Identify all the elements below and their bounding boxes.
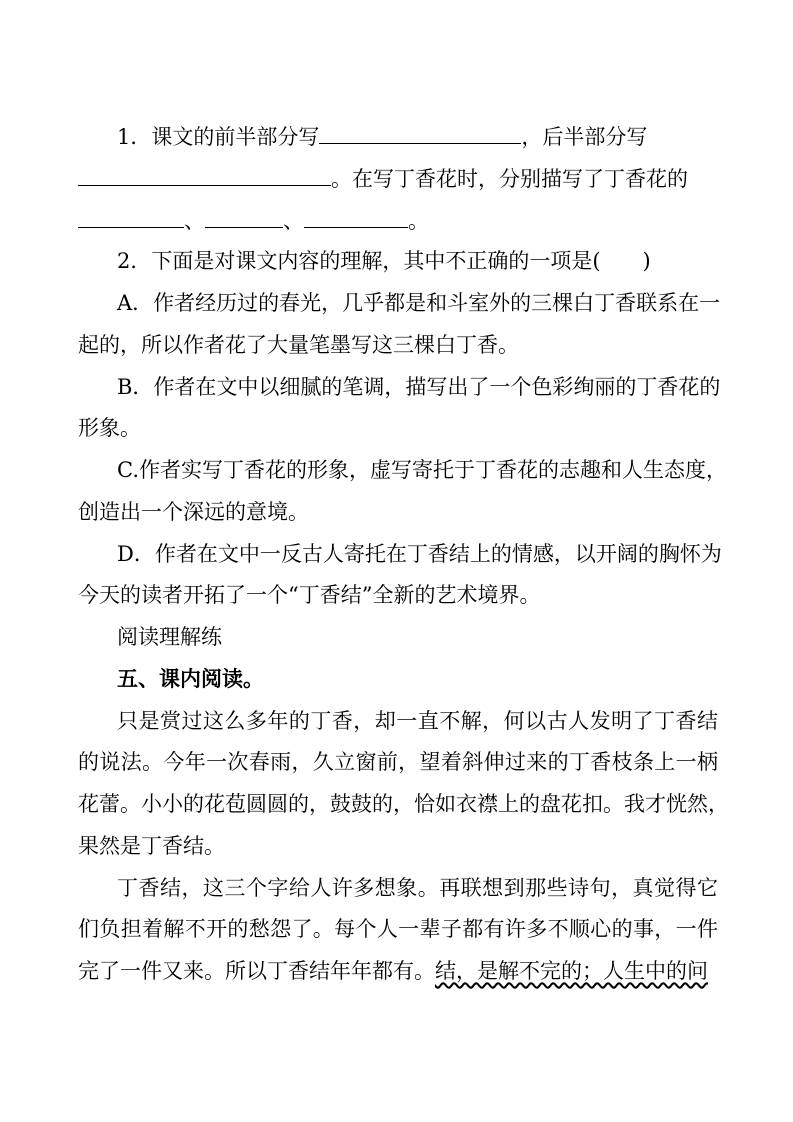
q1-text-a: 1．课文的前半部分写	[117, 125, 320, 149]
q1-sep-1: 、	[184, 209, 205, 233]
q2-option-b-line-1: B．作者在文中以细腻的笔调，描写出了一个色彩绚丽的丁香花的	[117, 375, 721, 399]
section-subheading: 五、课内阅读。	[117, 667, 264, 691]
passage-p1-line-2: 的说法。今年一次春雨，久立窗前，望着斜伸过来的丁香枝条上一柄	[78, 750, 718, 774]
passage-p2-line-3-text: 完了一件又来。所以丁香结年年都有。	[78, 959, 435, 983]
passage-p2-line-2: 们负担着解不开的愁怨了。每个人一辈子都有许多不顺心的事，一件	[78, 917, 718, 941]
q2-option-d-line-1: D．作者在文中一反古人寄托在丁香结上的情感，以开阔的胸怀为	[117, 542, 722, 566]
q2-option-b-line-2: 形象。	[78, 416, 141, 440]
q1-blank-3[interactable]	[78, 205, 184, 228]
q1-end: 。	[408, 209, 429, 233]
q2-option-a-line-1: A．作者经历过的春光，几乎都是和斗室外的三棵白丁香联系在一	[117, 291, 721, 315]
q1-blank-1[interactable]	[319, 121, 521, 144]
q1-blank-4[interactable]	[205, 205, 283, 228]
q2-option-c-line-2: 创造出一个深远的意境。	[78, 500, 309, 524]
q1-blank-2[interactable]	[78, 163, 331, 186]
q1-line-1	[117, 121, 718, 151]
section-heading: 阅读理解练	[117, 625, 222, 649]
q2-option-d-line-2: 今天的读者开拓了一个“丁香结”全新的艺术境界。	[78, 583, 541, 607]
q2-option-c-line-1: C.作者实写丁香花的形象，虚写寄托于丁香花的志趣和人生态度，	[117, 458, 727, 482]
passage-p2-line-3	[78, 956, 718, 986]
q1-line-2	[78, 163, 718, 193]
q1-line-3	[78, 205, 718, 235]
passage-p1-line-1: 只是赏过这么多年的丁香，却一直不解，何以古人发明了丁香结	[117, 709, 718, 733]
q1-text-b: ，后半部分写	[521, 125, 648, 149]
passage-p2-line-1: 丁香结，这三个字给人许多想象。再联想到那些诗句，真觉得它	[117, 876, 718, 900]
q1-sep-2: 、	[283, 209, 304, 233]
q1-text-c: 。在写丁香花时，分别描写了丁香花的	[331, 167, 688, 191]
passage-p1-line-3: 花蕾。小小的花苞圆圆的，鼓鼓的，恰如衣襟上的盘花扣。我才恍然，	[78, 792, 729, 816]
q2-stem: 2．下面是对课文内容的理解，其中不正确的一项是( )	[117, 249, 651, 273]
passage-underlined-sentence: 结，是解不完的；人生中的问	[435, 959, 708, 983]
passage-p1-line-4: 果然是丁香结。	[78, 834, 225, 858]
q2-option-a-line-2: 起的，所以作者花了大量笔墨写这三棵白丁香。	[78, 333, 519, 357]
q1-blank-5[interactable]	[304, 205, 408, 228]
